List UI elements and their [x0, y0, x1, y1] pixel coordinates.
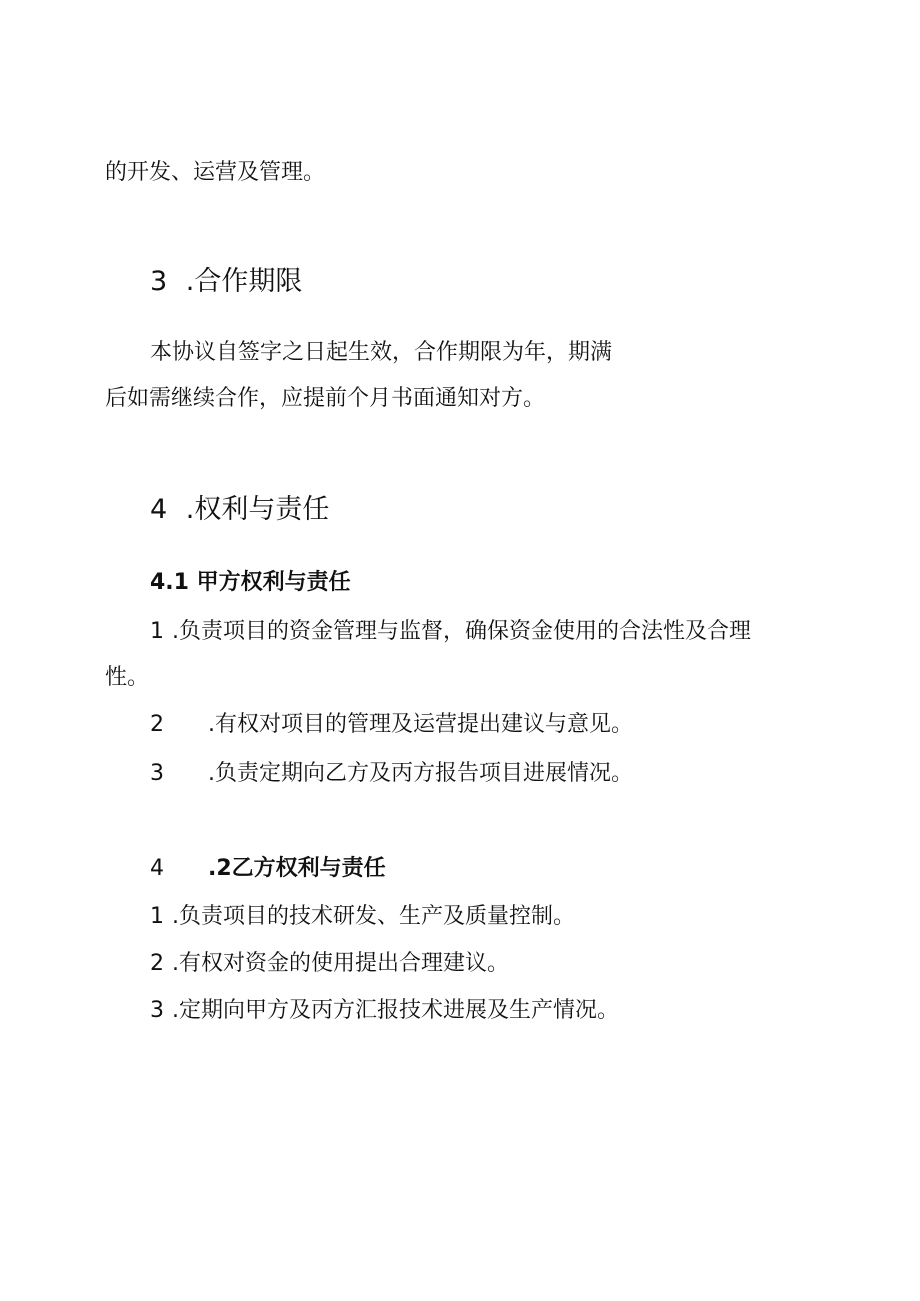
subsection-4-2-number: 4: [150, 856, 164, 881]
section-4-number: 4: [150, 494, 168, 525]
list-item-number: 3: [150, 761, 164, 786]
list-item-number: 1: [150, 619, 164, 644]
list-item-text: .有权对资金的使用提出合理建议。: [172, 951, 509, 976]
section-3-heading: [150, 264, 302, 300]
list-item-text: .负责定期向乙方及丙方报告项目进展情况。: [208, 761, 633, 786]
list-item-text: .负责项目的资金管理与监督，确保资金使用的合法性及合理: [172, 619, 751, 644]
list-item-number: 1: [150, 904, 164, 929]
section-3-paragraph-line-2: 后如需继续合作，应提前个月书面通知对方。: [105, 386, 546, 411]
section-3-title: .合作期限: [185, 266, 303, 297]
list-item-number: 3: [150, 998, 164, 1023]
subsection-4-1-heading: 4.1 甲方权利与责任: [150, 570, 351, 595]
list-item-number: 2: [150, 712, 164, 737]
section-3-paragraph-line-1: 本协议自签字之日起生效，合作期限为年，期满: [150, 340, 613, 365]
list-item-number: 2: [150, 951, 164, 976]
section-4-heading: [150, 492, 329, 528]
section-4-title: .权利与责任: [185, 494, 330, 525]
subsection-4-2-heading: .2乙方权利与责任: [208, 856, 386, 881]
list-item-text: .有权对项目的管理及运营提出建议与意见。: [208, 712, 633, 737]
section-3-number: 3: [150, 266, 168, 297]
list-item-text: .定期向甲方及丙方汇报技术进展及生产情况。: [172, 998, 619, 1023]
list-item-text: .负责项目的技术研发、生产及质量控制。: [172, 904, 575, 929]
paragraph-continuation: 的开发、运营及管理。: [105, 160, 326, 185]
list-item-text-continuation: 性。: [105, 665, 150, 690]
